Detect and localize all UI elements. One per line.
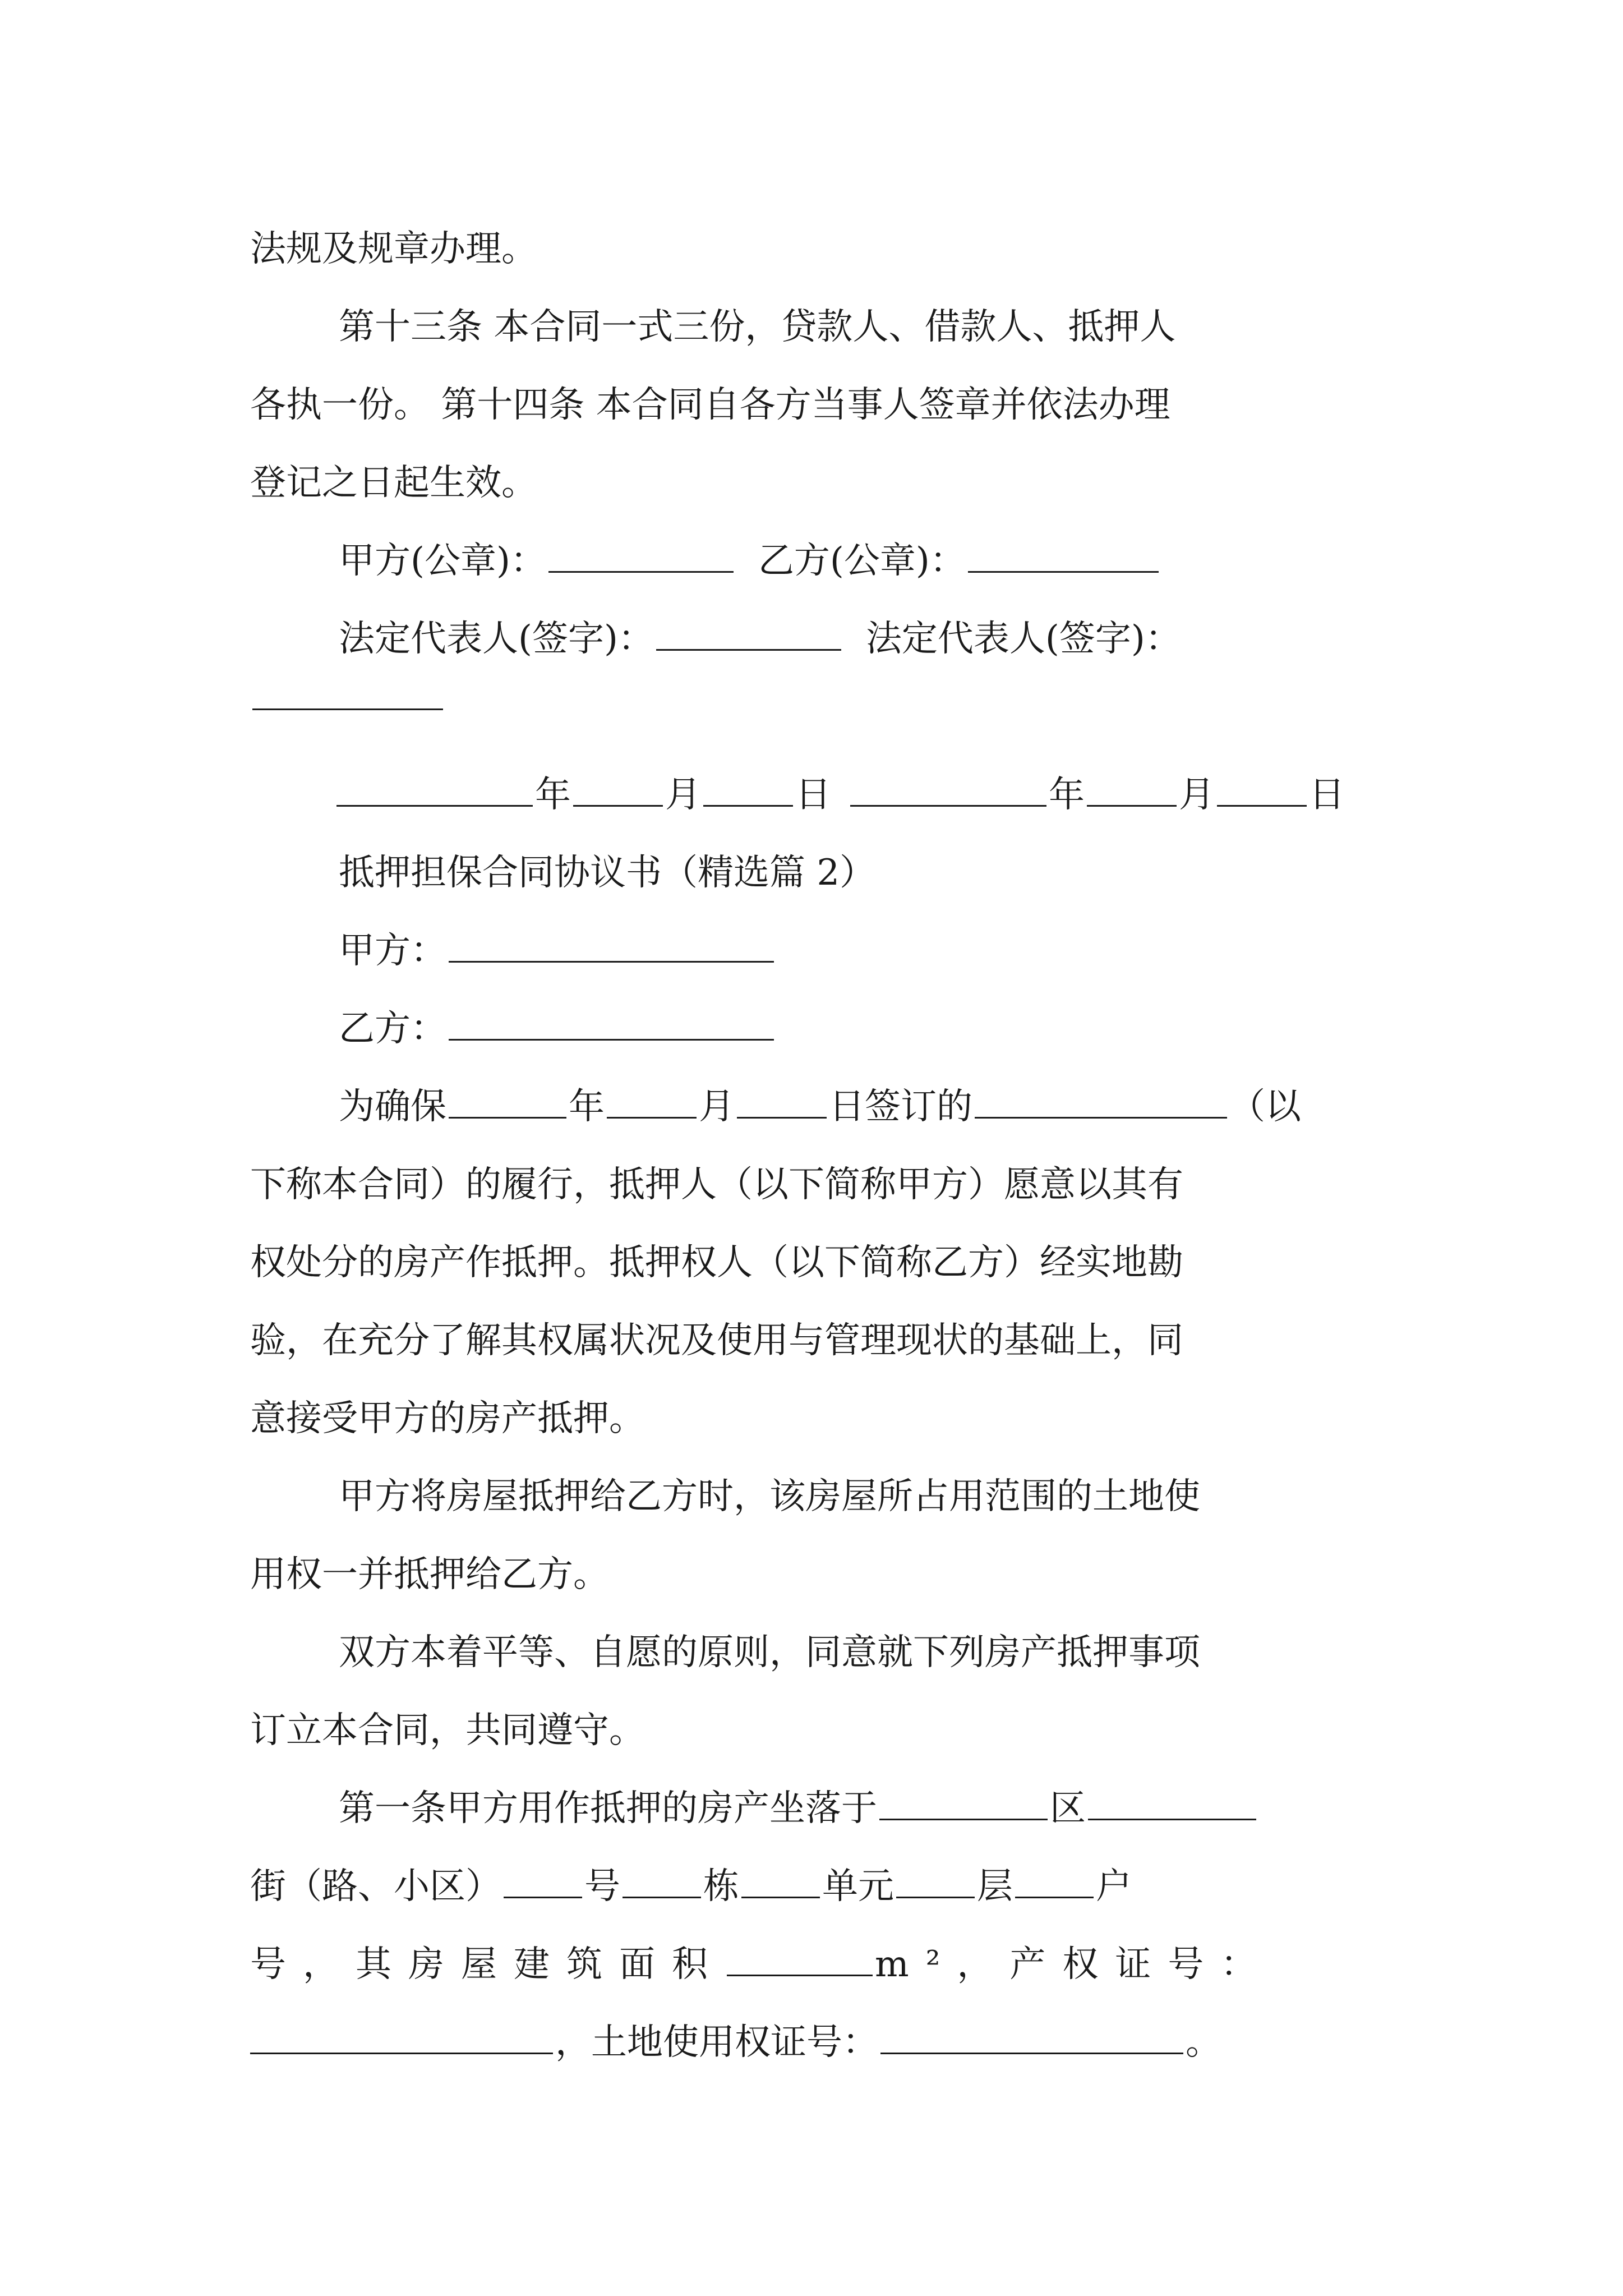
land-use-line2: 用权一并抵押给乙方。 [250,1554,609,1595]
paragraph-preamble [250,1068,1389,1458]
preamble-text-c: 月 [699,1086,735,1128]
signature-row-rep [250,600,1389,678]
article-1-text-b: 区 [1050,1788,1086,1829]
party-b-seal-blank [968,541,1159,573]
party-b-blank [449,1009,774,1041]
article-1-text-d: 号 [584,1866,620,1907]
preamble-line4: 验，在充分了解其权属状况及使用与管理现状的基础上，同 [250,1320,1183,1361]
text-p1: 法规及规章办理。 [250,228,537,270]
section-heading [250,834,1389,912]
article-1 [250,1770,1389,2082]
paragraph-land-use [250,1458,1389,1614]
preamble-month-blank [607,1087,697,1119]
party-b-row [250,990,1389,1068]
party-b-rep-blank [252,701,443,710]
heading-text: 抵押担保合同协议书（精选篇 2） [339,852,876,894]
text-p2-line1: 第十三条 本合同一式三份，贷款人、借款人、抵押人 [339,306,1176,348]
preamble-text-d: 日签订的 [829,1086,972,1128]
preamble-contract-blank [975,1087,1227,1119]
area-blank [727,1944,873,1976]
preamble-year-blank [449,1087,566,1119]
party-b-label: 乙方： [339,1008,446,1050]
date-b-month-blank [1087,775,1177,807]
signature-row-seal [250,522,1389,600]
party-a-seal-label: 甲方(公章)： [339,540,546,582]
article-1-text-g: 层 [977,1866,1013,1907]
article-1-text-a: 第一条甲方用作抵押的房产坐落于 [339,1788,877,1829]
article-1-line2 [250,1848,1389,1926]
unit-blank [741,1866,820,1898]
article-1-text-f: 单元 [822,1866,894,1907]
number-blank [504,1866,582,1898]
date-a-day-blank [703,775,793,807]
building-blank [623,1866,701,1898]
preamble-text-e: （以 [1229,1086,1301,1128]
text-p2-line2: 各执一份。 第十四条 本合同自各方当事人签章并依法办理 [250,384,1170,426]
preamble-line2: 下称本合同）的履行，抵押人（以下简称甲方）愿意以其有 [250,1164,1183,1205]
party-b-rep-label: 法定代表人(签字)： [865,618,1181,660]
article-1-text-h: 户 [1096,1866,1132,1907]
date-b-day: 日 [1309,774,1345,816]
date-a-month-blank [573,775,663,807]
district-blank [879,1788,1048,1820]
date-b-year-blank [850,775,1046,807]
preamble-text-b: 年 [569,1086,605,1128]
principle-line1: 双方本着平等、自愿的原则，同意就下列房产抵押事项 [339,1632,1200,1673]
date-b-year: 年 [1049,774,1085,816]
property-cert-blank [250,2022,553,2054]
preamble-text-a: 为确保 [339,1086,446,1128]
article-1-line4 [250,2004,1389,2082]
date-row [250,756,1389,834]
date-a-year-blank [336,775,533,807]
article-1-text-e: 栋 [703,1866,739,1907]
land-use-line1: 甲方将房屋抵押给乙方时，该房屋所占用范围的土地使 [339,1476,1200,1517]
date-b-day-blank [1217,775,1307,807]
party-a-rep-label: 法定代表人(签字)： [339,618,654,660]
party-a-label: 甲方： [339,930,446,972]
article-1-text-i: 号，其房屋建筑面积 [250,1944,725,1985]
date-a-day: 日 [795,774,831,816]
date-b-month: 月 [1179,774,1215,816]
article-1-text-c: 街（路、小区） [250,1866,501,1907]
party-b-seal-label: 乙方(公章)： [758,540,966,582]
preamble-line3: 权处分的房产作抵押。抵押权人（以下简称乙方）经实地勘 [250,1242,1183,1283]
document-body [250,210,1389,2082]
party-a-seal-blank [548,541,734,573]
land-cert-blank [880,2022,1183,2054]
date-a-year: 年 [535,774,571,816]
principle-line2: 订立本合同，共同遵守。 [250,1710,645,1751]
article-1-text-k: ，土地使用权证号： [555,2022,878,2063]
paragraph-article-13-14 [250,288,1389,522]
article-1-text-l: 。 [1186,2022,1221,2063]
paragraph-principle [250,1614,1389,1770]
party-b-rep-blank-row [250,678,1389,756]
party-a-row [250,912,1389,990]
preamble-day-blank [737,1087,827,1119]
street-blank [1088,1788,1256,1820]
article-1-text-j: m²，产权证号： [875,1944,1274,1985]
party-a-blank [449,931,774,963]
household-blank [1015,1866,1094,1898]
party-a-rep-blank [656,619,841,651]
preamble-line1 [250,1068,1389,1146]
floor-blank [896,1866,975,1898]
article-1-line3 [250,1926,1389,2004]
article-1-line1 [250,1770,1389,1848]
date-a-month: 月 [665,774,701,816]
preamble-line5: 意接受甲方的房产抵押。 [250,1398,645,1439]
text-p2-line3: 登记之日起生效。 [250,462,537,504]
paragraph-1 [250,210,1389,288]
